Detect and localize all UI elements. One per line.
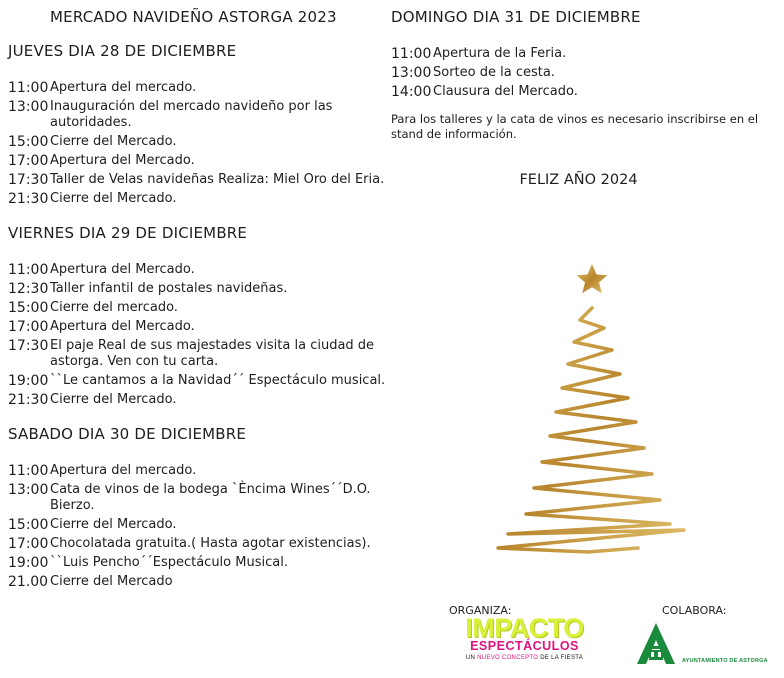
- event-time: 13:00: [391, 65, 432, 81]
- event-row: [391, 46, 776, 62]
- event-time: 11:00: [8, 463, 49, 479]
- event-row: [8, 191, 393, 207]
- logo-tagline: UN NUEVO CONCEPTO DE LA FIESTA: [465, 655, 584, 661]
- tree-spiral: [498, 308, 684, 552]
- event-time: 17:30: [8, 172, 49, 188]
- event-row: [8, 536, 393, 552]
- event-row: [8, 463, 393, 479]
- event-row: [8, 134, 393, 150]
- event-text: Sorteo de la cesta.: [433, 65, 555, 80]
- event-time: 17:00: [8, 319, 49, 335]
- event-text: Chocolatada gratuita.( Hasta agotar existencias).: [50, 536, 371, 551]
- event-text: Apertura del Mercado.: [50, 153, 195, 168]
- colabora-label: COLABORA:: [662, 604, 727, 617]
- day-friday: [8, 224, 393, 408]
- event-text: Clausura del Mercado.: [433, 84, 578, 99]
- event-text: Cierre del Mercado.: [50, 392, 177, 407]
- event-text: ``Luis Pencho´´Espectáculo Musical.: [50, 555, 288, 570]
- event-time: 17:30: [8, 338, 49, 354]
- event-time: 11:00: [8, 80, 49, 96]
- event-row: [8, 281, 393, 297]
- event-row: [8, 262, 393, 278]
- event-text: Apertura del mercado.: [50, 80, 197, 95]
- event-row: [8, 153, 393, 169]
- event-text: Taller infantil de postales navideñas.: [50, 281, 288, 296]
- event-time: 19:00: [8, 555, 49, 571]
- day-thursday: [8, 42, 393, 207]
- new-year-greeting: FELIZ AÑO 2024: [519, 172, 638, 188]
- left-column: [8, 8, 393, 607]
- event-time: 14:00: [391, 84, 432, 100]
- event-row: [8, 80, 393, 96]
- event-text: Taller de Velas navideñas Realiza: Miel Oro del Eria.: [50, 172, 385, 187]
- event-time: 12:30: [8, 281, 49, 297]
- event-time: 11:00: [391, 46, 432, 62]
- page-title: MERCADO NAVIDEÑO ASTORGA 2023: [50, 8, 337, 26]
- event-text: Cierre del Mercado.: [50, 517, 177, 532]
- event-text: Apertura del mercado.: [50, 463, 197, 478]
- right-column: [391, 8, 776, 188]
- event-row: [8, 482, 393, 514]
- event-text: Cierre del Mercado: [50, 574, 173, 589]
- event-row: [8, 574, 393, 590]
- registration-note: Para los talleres y la cata de vinos es necesario inscribirse en el stand de información.: [391, 112, 759, 141]
- event-time: 11:00: [8, 262, 49, 278]
- event-time: 21:30: [8, 191, 49, 207]
- event-row: [391, 84, 776, 100]
- event-row: [8, 300, 393, 316]
- organiza-label: ORGANIZA:: [449, 604, 512, 617]
- event-text: Apertura del Mercado.: [50, 319, 195, 334]
- event-time: 15:00: [8, 300, 49, 316]
- day-heading: VIERNES DIA 29 DE DICIEMBRE: [8, 224, 248, 242]
- ayuntamiento-logo-icon: [635, 622, 677, 666]
- event-row: [8, 172, 393, 188]
- event-row: [8, 373, 393, 389]
- day-saturday: [8, 425, 393, 590]
- impacto-espectaculos-logo: [452, 613, 597, 663]
- event-text: Inauguración del mercado navideño por las autoridades.: [50, 99, 333, 130]
- event-text: Cata de vinos de la bodega `Èncima Wines´´D.O. Bierzo.: [50, 482, 371, 513]
- event-row: [8, 319, 393, 335]
- event-time: 13:00: [8, 99, 49, 115]
- day-heading: JUEVES DIA 28 DE DICIEMBRE: [8, 42, 237, 60]
- event-text: Cierre del mercado.: [50, 300, 178, 315]
- event-time: 15:00: [8, 517, 49, 533]
- event-time: 15:00: [8, 134, 49, 150]
- event-time: 19:00: [8, 373, 49, 389]
- day-heading-sunday: DOMINGO DIA 31 DE DICIEMBRE: [391, 8, 641, 26]
- event-text: Apertura de la Feria.: [433, 46, 567, 61]
- event-text: Apertura del Mercado.: [50, 262, 195, 277]
- event-time: 13:00: [8, 482, 49, 498]
- logo-line2: ESPECTÁCULOS: [470, 639, 579, 653]
- event-row: [391, 65, 776, 81]
- event-text: Cierre del Mercado.: [50, 134, 177, 149]
- event-time: 17:00: [8, 536, 49, 552]
- event-time: 21:30: [8, 392, 49, 408]
- event-text: El paje Real de sus majestades visita la ciudad de astorga. Ven con tu carta.: [50, 338, 375, 369]
- ayuntamiento-logo-text: AYUNTAMIENTO DE ASTORGA: [682, 658, 768, 664]
- day-heading: SABADO DIA 30 DE DICIEMBRE: [8, 425, 247, 443]
- event-row: [8, 517, 393, 533]
- star-icon: [577, 264, 608, 293]
- event-row: [8, 392, 393, 408]
- event-row: [8, 99, 393, 131]
- event-row: [8, 555, 393, 571]
- event-text: ``Le cantamos a la Navidad´´ Espectáculo musical.: [50, 373, 386, 388]
- christmas-tree-icon: [488, 262, 688, 562]
- event-time: 21.00: [8, 574, 49, 590]
- event-time: 17:00: [8, 153, 49, 169]
- logo-line1: IMPACTO: [465, 613, 584, 643]
- event-text: Cierre del Mercado.: [50, 191, 177, 206]
- event-row: [8, 338, 393, 370]
